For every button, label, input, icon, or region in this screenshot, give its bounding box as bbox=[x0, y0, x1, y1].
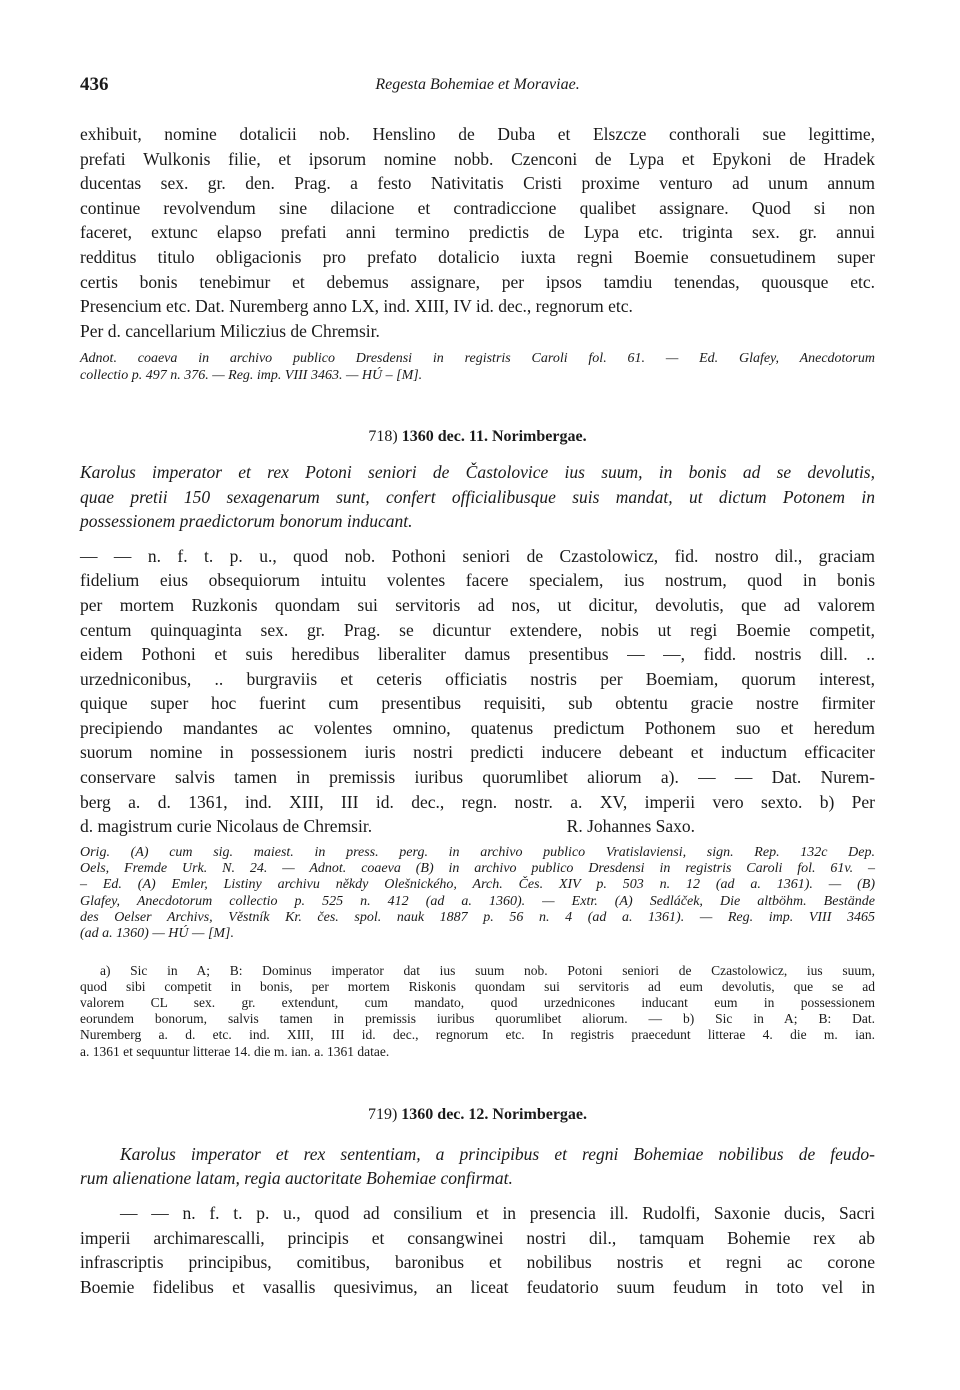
footnote-line: a) Sic in A; B: Dominus imperator dat ius suum nob. Potoni seniori de Czastolowicz, ius suum, bbox=[100, 962, 875, 978]
note-line: des Oelser Archivs, Věstník Kr. čes. spol. nauk 1887 p. 56 n. 4 (ad a. 1361). — Reg. imp. VIII 3465 bbox=[80, 910, 875, 926]
archival-notes bbox=[80, 351, 875, 384]
text-line: quique super hoc fuerint cum presentibus requisiti, sub obtentu gracie nostre firmiter bbox=[80, 693, 875, 714]
archival-notes-718 bbox=[80, 845, 875, 943]
document-page bbox=[80, 60, 875, 1299]
text-line: redditus titulo obligacionis pro prefato dotalicio iuxta regni Boemie consuetudinem super bbox=[80, 246, 875, 267]
signature-right: R. Johannes Saxo. bbox=[566, 816, 695, 837]
footnote-line: quod sibi competit in bonis, per mortem Riskonis quondam sui servitoris ad eum devolutis, que se ad bbox=[80, 978, 875, 994]
entry-date-place: 1360 dec. 12. Norimbergae. bbox=[401, 1105, 588, 1123]
regest-718 bbox=[80, 460, 875, 534]
note-line: – Ed. (A) Emler, Listiny archivu někdy Olešnického, Arch. Čes. XIV p. 503 n. 12 (ad a. 1361). — (B) bbox=[80, 877, 875, 893]
text-line: certis bonis tenebimur et debemus assignare, per ipsos tamdiu tenendas, quousque etc. bbox=[80, 271, 875, 292]
text-line: conservare salvis tamen in premissis iuribus quorumlibet aliorum a). — — Dat. Nurem- bbox=[80, 767, 875, 788]
text-line: continue revolvendum sine dilacione et contradiccione qualibet assignare. Quod si non bbox=[80, 197, 875, 218]
text-line: infrascriptis principibus, comitibus, baronibus et nobilibus nostris et regni ac corone bbox=[80, 1252, 875, 1273]
text-line: per mortem Ruzkonis quondam sui servitoris ad nos, ut dicitur, devolutis, que ad valorem bbox=[80, 594, 875, 615]
page-header bbox=[80, 74, 875, 104]
text-line: Boemie fidelibus et vasallis quesivimus, an liceat feudatorio suum feudum in toto vel in bbox=[80, 1276, 875, 1297]
text-line: exhibuit, nomine dotalicii nob. Henslino de Duba et Elszcze conthorali sue legittime, bbox=[80, 124, 875, 144]
regest-719 bbox=[80, 1142, 875, 1191]
note-line: (ad a. 1360) — HÚ — [M]. bbox=[80, 926, 234, 942]
entry-date-place: 1360 dec. 11. Norimbergae. bbox=[401, 427, 587, 445]
entry-heading-718 bbox=[80, 428, 875, 446]
regest-line: Karolus imperator et rex Potoni seniori de Častolovice ius suum, in bonis ad se devolutis, bbox=[80, 461, 875, 482]
footnote-line: Nuremberg a. d. etc. ind. XIII, III id. dec., regnorum etc. In registris praecedunt litterae 4. die m. ian. bbox=[80, 1027, 875, 1043]
text-line: precipiendo mandantes ac volentes omnino, quatenus predictum Pothonem suo et heredum bbox=[80, 717, 875, 738]
entry-number: 719) bbox=[367, 1105, 398, 1123]
note-line: collectio p. 497 n. 376. — Reg. imp. VIII 3463. — HÚ – [M]. bbox=[80, 367, 423, 383]
charter-text-718 bbox=[80, 544, 875, 839]
text-line: urzedniconibus, .. burgraviis et ceteris officiatis nostris per Boemiam, quorum interest, bbox=[80, 668, 875, 689]
text-line: Presencium etc. Dat. Nuremberg anno LX, ind. XIII, IV id. dec., regnorum etc. bbox=[80, 296, 633, 317]
regest-line: quae pretii 150 sexagenarum sunt, confert officialibusque suis mandat, ut dictum Potonem in bbox=[80, 486, 875, 507]
continued-text bbox=[80, 122, 875, 343]
note-line: Glafey, Anecdotorum collectio p. 525 n. 412 (ad a. 1360). — Extr. (A) Sedláček, Die altböhm. Bestände bbox=[80, 893, 875, 909]
note-line: Adnot. coaeva in archivo publico Dresdensi in registris Caroli fol. 61. — Ed. Glafey, Anecdotorum bbox=[80, 351, 875, 367]
text-line: faceret, extunc elapso prefati anni termino predictis de Lypa etc. triginta sex. gr. annui bbox=[80, 222, 875, 243]
regest-line: possessionem praedictorum bonorum inducant. bbox=[80, 511, 413, 532]
text-line: ducentas sex. gr. den. Prag. a festo Nativitatis Cristi proxime venturo ad unum annum bbox=[80, 173, 875, 194]
entry-heading-719 bbox=[80, 1106, 875, 1124]
entry-number: 718) bbox=[368, 427, 398, 445]
text-line: berg a. d. 1361, ind. XIII, III id. dec., regn. nostr. a. XV, imperii vero sexto. b) Per bbox=[80, 791, 875, 812]
text-line: imperii archimarescalli, principis et consangwinei nostri dil., tamquam Bohemie rex ab bbox=[80, 1227, 875, 1248]
note-line: Oels, Fremde Urk. N. 24. — Adnot. coaeva (B) in archivo publico Dresdensi in registris Caroli fol. 61v. – bbox=[80, 861, 875, 877]
footnote-line: a. 1361 et sequuntur litterae 14. die m. ian. a. 1361 datae. bbox=[80, 1043, 390, 1059]
text-line: prefati Wulkonis filie, et ipsorum nomine nobb. Czenconi de Lypa et Epykoni de Hradek bbox=[80, 148, 875, 169]
text-line: — — n. f. t. p. u., quod nob. Pothoni seniori de Czastolowicz, fid. nostro dil., graciam bbox=[80, 545, 875, 566]
running-title: Regesta Bohemiae et Moraviae. bbox=[375, 76, 580, 93]
footnotes-718 bbox=[80, 963, 875, 1060]
note-line: Orig. (A) cum sig. maiest. in press. perg. in archivo publico Vratislaviensi, sign. Rep. 132c Dep. bbox=[80, 844, 875, 860]
text-line: suorum nomine in possessionem iuris nostri predicti inducere debeant et inductum efficaciter bbox=[80, 742, 875, 763]
footnote-line: eorundem bonorum, salvis tamen in premissis iuribus quorumlibet aliorum. — b) Sic in A; B: Dat. bbox=[80, 1011, 875, 1027]
text-line: — — n. f. t. p. u., quod ad consilium et in presencia ill. Rudolfi, Saxonie ducis, Sacri bbox=[120, 1203, 875, 1224]
charter-text-719 bbox=[80, 1201, 875, 1299]
regest-line: Karolus imperator et rex sententiam, a principibus et regni Bohemiae nobilibus de feudo- bbox=[120, 1143, 875, 1164]
footnote-line: valorem CL sex. gr. extendunt, cum mandato, quod urzednicones inducant eum in possessionem bbox=[80, 995, 875, 1011]
signature-row bbox=[80, 814, 875, 839]
regest-line: rum alienatione latam, regia auctoritate Bohemiae confirmat. bbox=[80, 1168, 513, 1189]
text-line: Per d. cancellarium Miliczius de Chremsir. bbox=[80, 320, 380, 341]
signature-left: d. magistrum curie Nicolaus de Chremsir. bbox=[80, 816, 373, 837]
text-line: eidem Pothoni et suis heredibus liberaliter damus presentibus — —, fidd. nostris dill. .. bbox=[80, 644, 875, 665]
text-line: centum quinquaginta sex. gr. Prag. se dicuntur extendere, nobis ut regi Boemie competit, bbox=[80, 619, 875, 640]
text-line: fidelium eius obsequiorum intuitu volentes facere specialem, ius nostrum, quod in bonis bbox=[80, 570, 875, 591]
page-number: 436 bbox=[80, 74, 109, 95]
